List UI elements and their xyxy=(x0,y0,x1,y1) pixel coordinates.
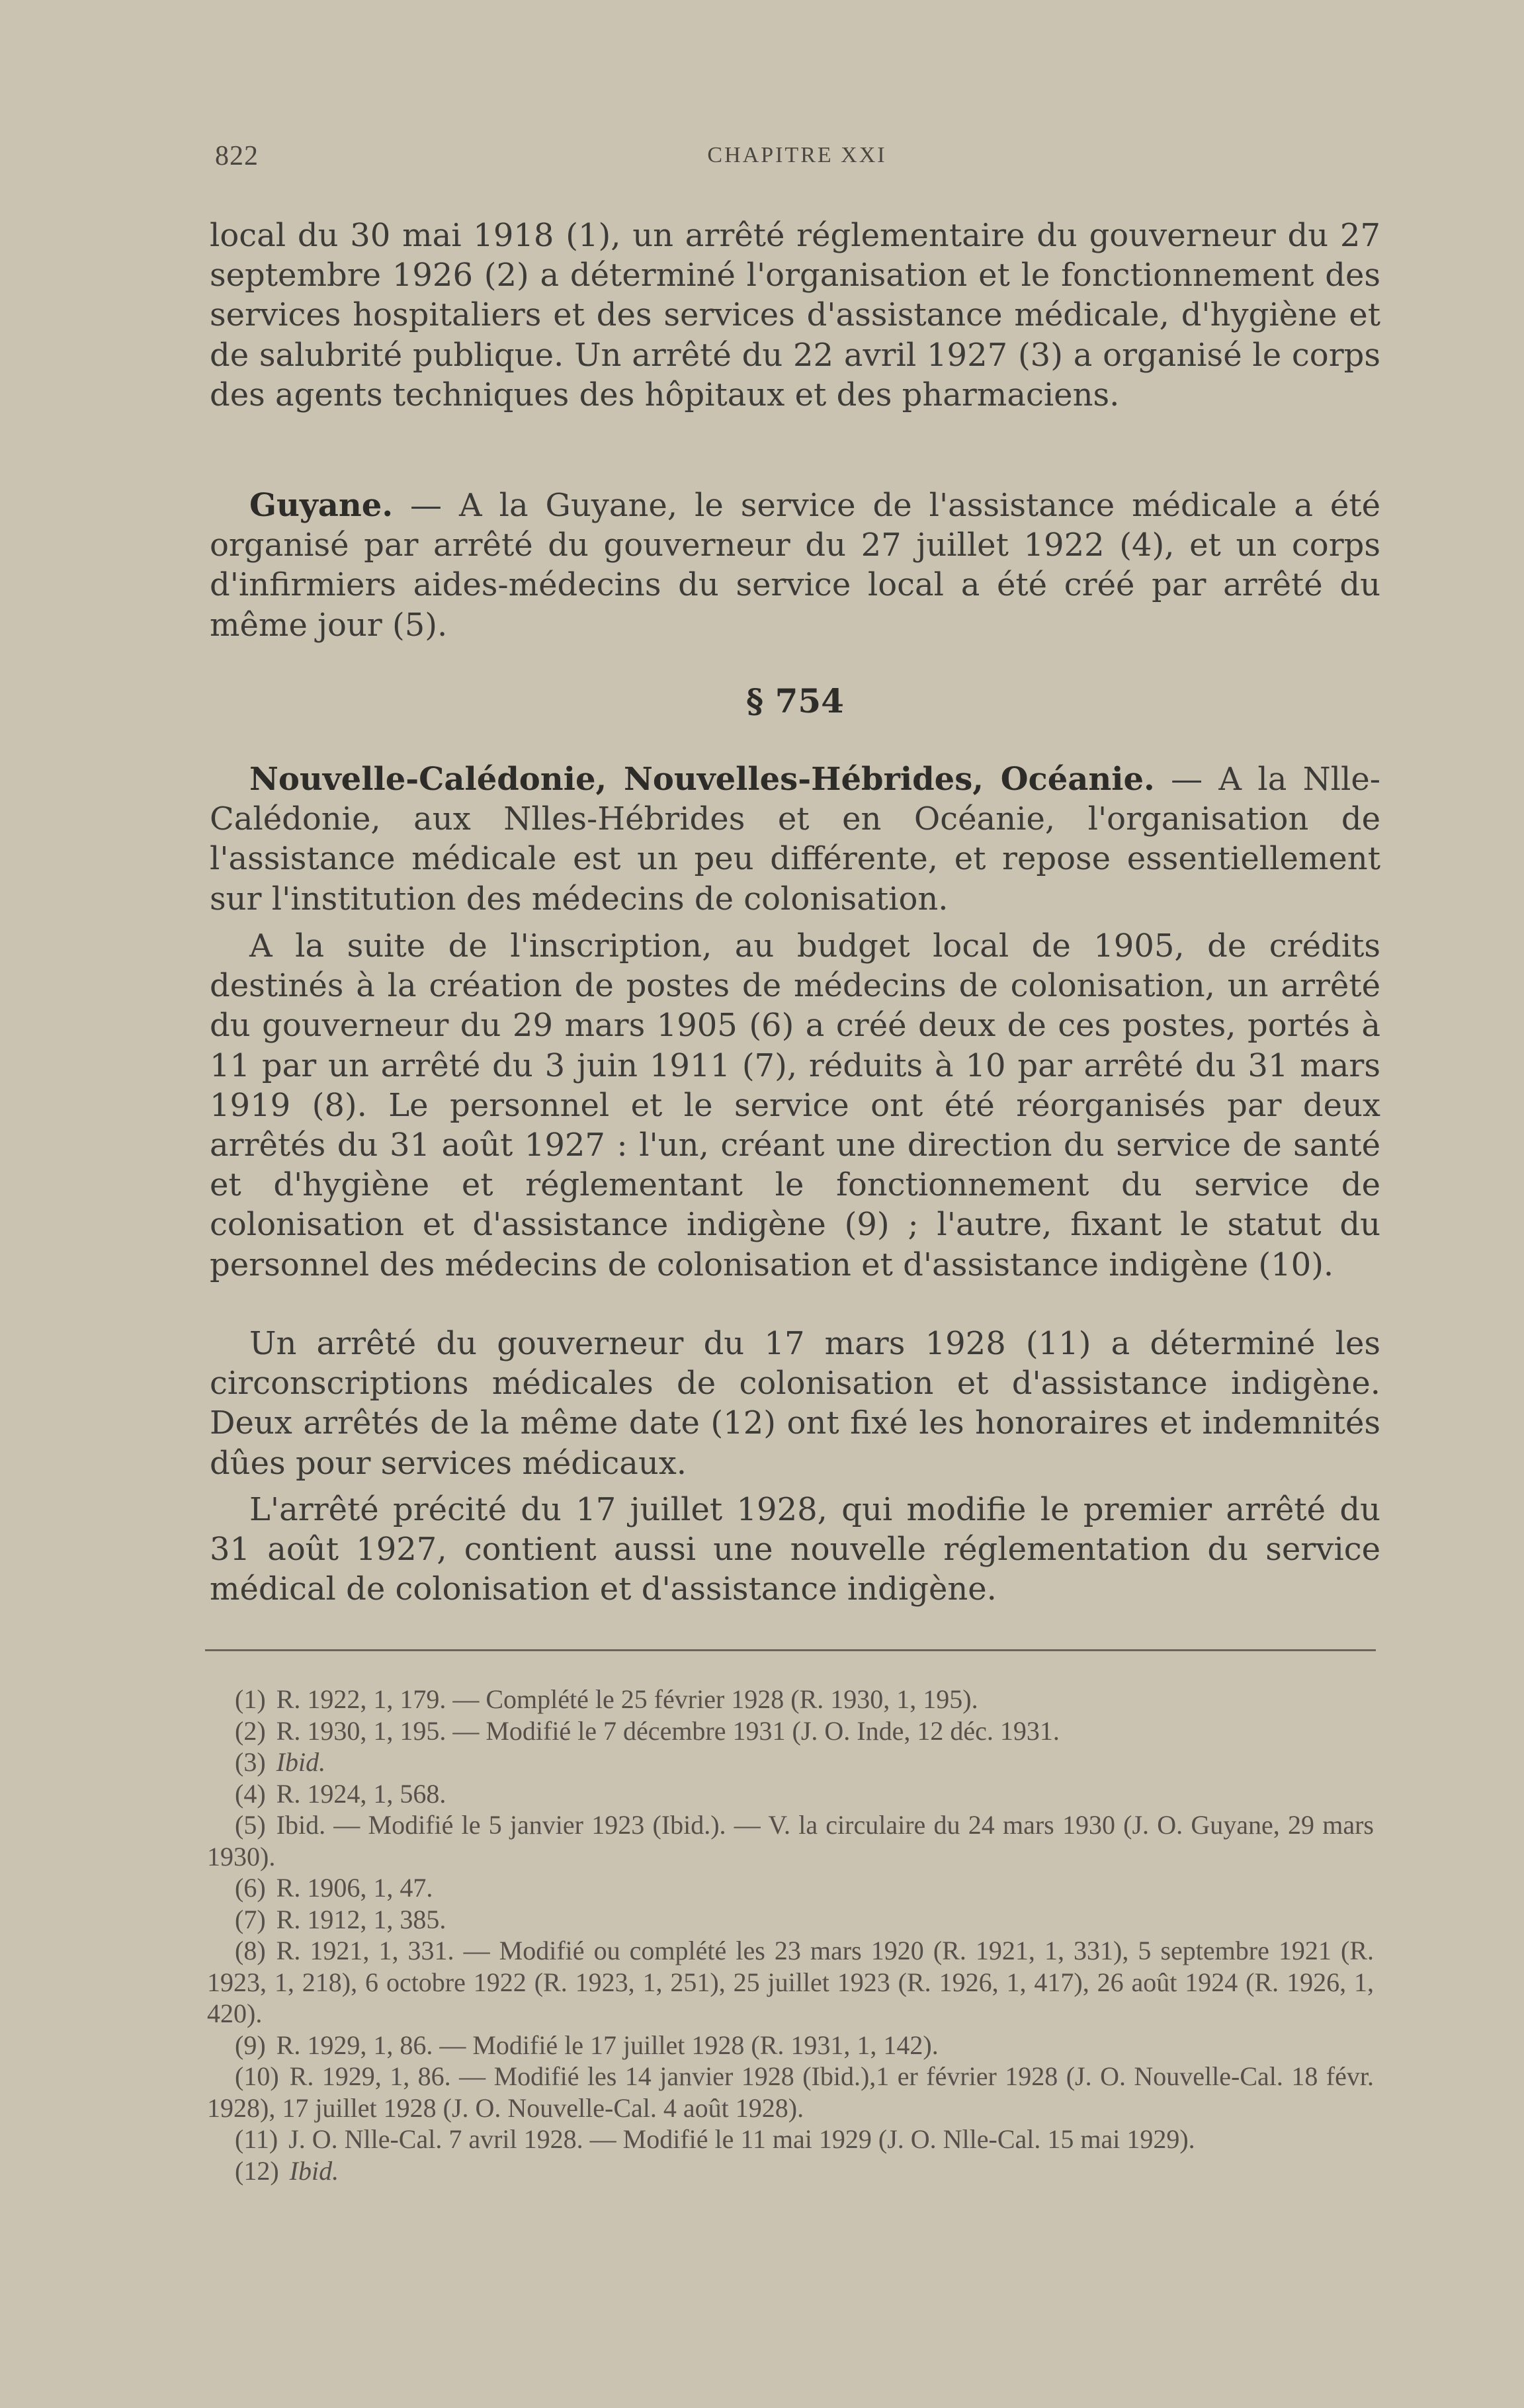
section-title: § 754 xyxy=(746,681,844,720)
footnote: (3) Ibid. xyxy=(235,1747,326,1777)
chapter-title: CHAPITRE XXI xyxy=(707,143,887,167)
footnote: (7) R. 1912, 1, 385. xyxy=(235,1904,446,1934)
paragraph-text: Un arrêté du gouverneur du 17 mars 1928 (11) a déterminé les circonscriptions médicales de colonisation et d'assistance indigène. Deux arrêtés de la même date (12) ont fixé les honoraires et indemnités dûes pour services médicaux. xyxy=(210,1325,1380,1482)
footnote: (6) R. 1906, 1, 47. xyxy=(235,1873,433,1903)
footnote: (2) R. 1930, 1, 195. — Modifié le 7 décembre 1931 (J. O. Inde, 12 déc. 1931. xyxy=(235,1715,1060,1746)
paragraph-text: — A la Nlle-Calédonie, aux Nlles-Hébrides et en Océanie, l'organisation de l'assistance médicale est un peu différente, et repose essentiellement sur l'institution des médecins de colonisation. xyxy=(210,761,1381,918)
paragraph-text: local du 30 mai 1918 (1), un arrêté réglementaire du gouverneur du 27 septembre 1926 (2) a déterminé l'organisation et le fonctionnement des services hospitaliers et des services d'assistance médicale, d'hygiène et de salubrité publique. Un arrêté du 22 avril 1927 (3) a organisé le corps des agents techniques des hôpitaux et des pharmaciens. xyxy=(210,217,1380,413)
footnote: (10) R. 1929, 1, 86. — Modifié les 14 janvier 1928 (Ibid.),1 er février 1928 (J. O. Nouvelle-Cal. 18 févr. 1928), 17 juillet 1928 (J. O. Nouvelle-Cal. 4 août 1928). xyxy=(207,2061,1374,2123)
footnotes xyxy=(207,1684,1374,2186)
paragraph-guyane xyxy=(210,486,1380,645)
paragraph-heading-nouvelle-caledonie: Nouvelle-Calédonie, Nouvelles-Hébrides, Océanie. xyxy=(249,761,1155,798)
footnote: (5) Ibid. — Modifié le 5 janvier 1923 (Ibid.). — V. la circulaire du 24 mars 1930 (J. O. Guyane, 29 mars 1930). xyxy=(207,1810,1374,1871)
paragraph-text: L'arrêté précité du 17 juillet 1928, qui modifie le premier arrêté du 31 août 1927, contient aussi une nouvelle réglementation du service médical de colonisation et d'assistance indigène. xyxy=(210,1491,1380,1608)
paragraph-arrete-precite xyxy=(210,1490,1380,1610)
paragraph-circonscriptions xyxy=(210,1324,1380,1483)
footnote: (12) Ibid. xyxy=(235,2155,339,2186)
paragraph-intro xyxy=(210,216,1380,415)
footnote: (4) R. 1924, 1, 568. xyxy=(235,1778,446,1809)
paragraph-budget xyxy=(210,926,1380,1285)
paragraph-nouvelle-caledonie xyxy=(210,759,1380,919)
paragraph-heading-guyane: Guyane. xyxy=(249,487,394,524)
footnote: (9) R. 1929, 1, 86. — Modifié le 17 juillet 1928 (R. 1931, 1, 142). xyxy=(235,2030,939,2060)
footnote-divider xyxy=(205,1649,1376,1651)
footnote: (8) R. 1921, 1, 331. — Modifié ou complété les 23 mars 1920 (R. 1921, 1, 331), 5 septembre 1921 (R. 1923, 1, 218), 6 octobre 1922 (R. 1923, 1, 251), 25 juillet 1923 (R. 1926, 1, 417), 26 août 1924 (R. 1926, 1, 420). xyxy=(207,1936,1374,2028)
footnote: (1) R. 1922, 1, 179. — Complété le 25 février 1928 (R. 1930, 1, 195). xyxy=(235,1684,978,1714)
paragraph-text: A la suite de l'inscription, au budget local de 1905, de crédits destinés à la création de postes de médecins de colonisation, un arrêté du gouverneur du 29 mars 1905 (6) a créé deux de ces postes, portés à 11 par un arrêté du 3 juin 1911 (7), réduits à 10 par arrêté du 31 mars 1919 (8). Le personnel et le service ont été réorganisés par deux arrêtés du 31 août 1927 : l'un, créant une direction du service de santé et d'hygiène et réglementant le fonctionnement du service de colonisation et d'assistance indigène (9) ; l'autre, fixant le statut du personnel des médecins de colonisation et d'assistance indigène (10). xyxy=(210,927,1380,1283)
paragraph-text: — A la Guyane, le service de l'assistance médicale a été organisé par arrêté du gouverneur du 27 juillet 1922 (4), et un corps d'infirmiers aides-médecins du service local a été créé par arrêté du même jour (5). xyxy=(210,487,1380,644)
footnote: (11) J. O. Nlle-Cal. 7 avril 1928. — Modifié le 11 mai 1929 (J. O. Nlle-Cal. 15 mai 1929). xyxy=(235,2124,1195,2154)
page-number: 822 xyxy=(215,141,259,171)
running-header xyxy=(215,140,1379,173)
